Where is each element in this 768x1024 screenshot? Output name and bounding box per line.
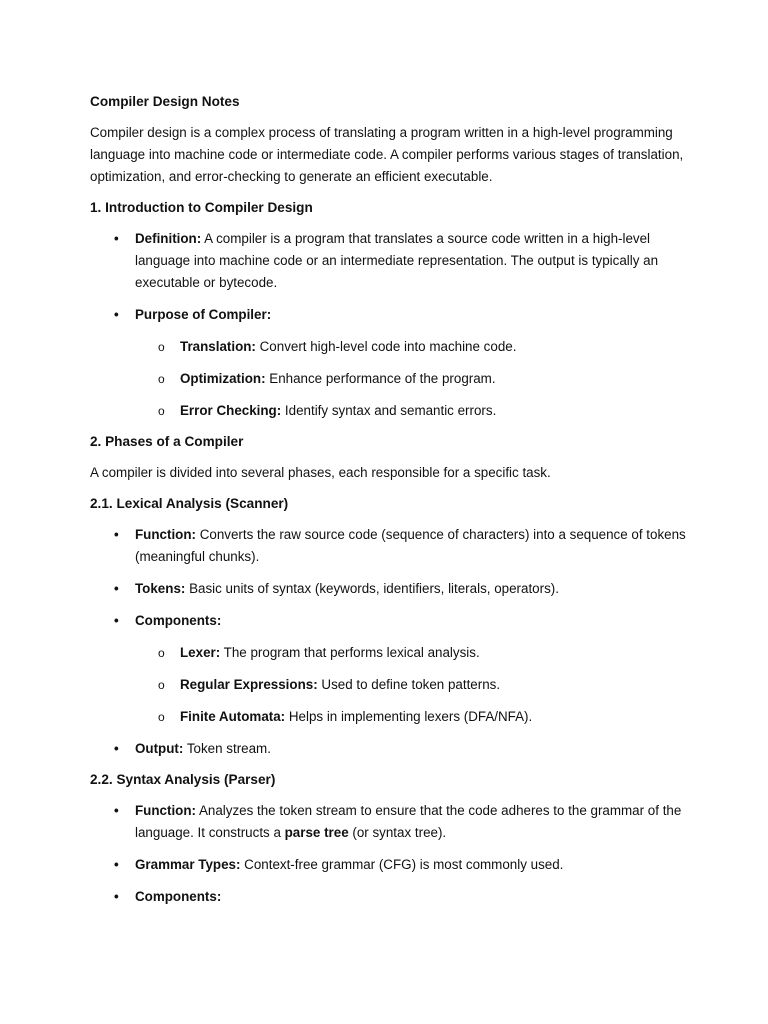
- list-item-purpose: [90, 304, 690, 422]
- document-page: [90, 92, 690, 918]
- translation-label: Translation:: [180, 339, 256, 354]
- bullet-glyph: •: [114, 613, 119, 628]
- parser-function-label: Function:: [135, 803, 196, 818]
- bullet-glyph: •: [114, 889, 119, 904]
- bullet-glyph: •: [114, 527, 119, 542]
- error-checking-text: Identify syntax and semantic errors.: [281, 403, 497, 418]
- sub-bullet-glyph: o: [158, 340, 165, 354]
- optimization-label: Optimization:: [180, 371, 266, 386]
- list-item-tokens: [90, 578, 690, 600]
- lexer-label: Lexer:: [180, 645, 221, 660]
- purpose-label: Purpose of Compiler:: [135, 307, 272, 322]
- sub-bullet-glyph: o: [158, 646, 165, 660]
- section-2-paragraph: A compiler is divided into several phases, each responsible for a specific task.: [90, 465, 551, 480]
- list-item-grammar-types: [90, 854, 690, 876]
- sub-bullet-glyph: o: [158, 710, 165, 724]
- components-label: Components:: [135, 613, 222, 628]
- sublist-item-optimization: [135, 368, 690, 390]
- bullet-glyph: •: [114, 231, 119, 246]
- function-label: Function:: [135, 527, 196, 542]
- section-2-2-list: [90, 800, 690, 908]
- sublist-item-finite-automata: [135, 706, 690, 728]
- function-text: Converts the raw source code (sequence of characters) into a sequence of tokens (meaningful chunks).: [135, 527, 686, 564]
- output-text: Token stream.: [183, 741, 271, 756]
- finite-automata-label: Finite Automata:: [180, 709, 286, 724]
- parse-tree-term: parse tree: [284, 825, 349, 840]
- sublist-item-lexer: [135, 642, 690, 664]
- definition-label: Definition:: [135, 231, 202, 246]
- list-item-definition: [90, 228, 690, 294]
- sub-bullet-glyph: o: [158, 404, 165, 418]
- bullet-glyph: •: [114, 581, 119, 596]
- parser-components-label: Components:: [135, 889, 222, 904]
- bullet-glyph: •: [114, 857, 119, 872]
- section-2-1-heading: 2.1. Lexical Analysis (Scanner): [90, 496, 289, 511]
- regular-expressions-label: Regular Expressions:: [180, 677, 318, 692]
- sub-bullet-glyph: o: [158, 678, 165, 692]
- regular-expressions-text: Used to define token patterns.: [317, 677, 501, 692]
- finite-automata-text: Helps in implementing lexers (DFA/NFA).: [285, 709, 533, 724]
- tokens-text: Basic units of syntax (keywords, identifiers, literals, operators).: [185, 581, 559, 596]
- purpose-sublist: [135, 336, 690, 422]
- sublist-item-translation: [135, 336, 690, 358]
- sublist-item-error-checking: [135, 400, 690, 422]
- sublist-item-regular-expressions: [135, 674, 690, 696]
- optimization-text: Enhance performance of the program.: [265, 371, 496, 386]
- list-item-parser-components: [90, 886, 690, 908]
- tokens-label: Tokens:: [135, 581, 186, 596]
- bullet-glyph: •: [114, 803, 119, 818]
- parser-function-text-b: (or syntax tree).: [348, 825, 447, 840]
- list-item-function: [90, 524, 690, 568]
- section-2-2-heading: 2.2. Syntax Analysis (Parser): [90, 772, 276, 787]
- section-2-heading: 2. Phases of a Compiler: [90, 434, 244, 449]
- parser-function-text-a: Analyzes the token stream to ensure that the code adheres to the grammar of the language. It constructs a: [135, 803, 682, 840]
- section-2-1-list: [90, 524, 690, 760]
- error-checking-label: Error Checking:: [180, 403, 282, 418]
- lexer-text: The program that performs lexical analysis.: [220, 645, 480, 660]
- components-sublist: [135, 642, 690, 728]
- intro-paragraph: Compiler design is a complex process of translating a program written in a high-level programming language into machine code or intermediate code. A compiler performs various stages of translation, optimization, and error-checking to generate an efficient executable.: [90, 125, 684, 184]
- list-item-parser-function: [90, 800, 690, 844]
- grammar-types-text: Context-free grammar (CFG) is most commonly used.: [240, 857, 564, 872]
- bullet-glyph: •: [114, 741, 119, 756]
- document-title: Compiler Design Notes: [90, 94, 240, 109]
- bullet-glyph: •: [114, 307, 119, 322]
- grammar-types-label: Grammar Types:: [135, 857, 241, 872]
- definition-text: A compiler is a program that translates a source code written in a high-level language into machine code or an intermediate representation. The output is typically an executable or bytecode.: [135, 231, 659, 290]
- section-1-list: [90, 228, 690, 422]
- translation-text: Convert high-level code into machine code.: [255, 339, 517, 354]
- output-label: Output:: [135, 741, 184, 756]
- list-item-output: [90, 738, 690, 760]
- section-1-heading: 1. Introduction to Compiler Design: [90, 200, 313, 215]
- list-item-components: [90, 610, 690, 728]
- sub-bullet-glyph: o: [158, 372, 165, 386]
